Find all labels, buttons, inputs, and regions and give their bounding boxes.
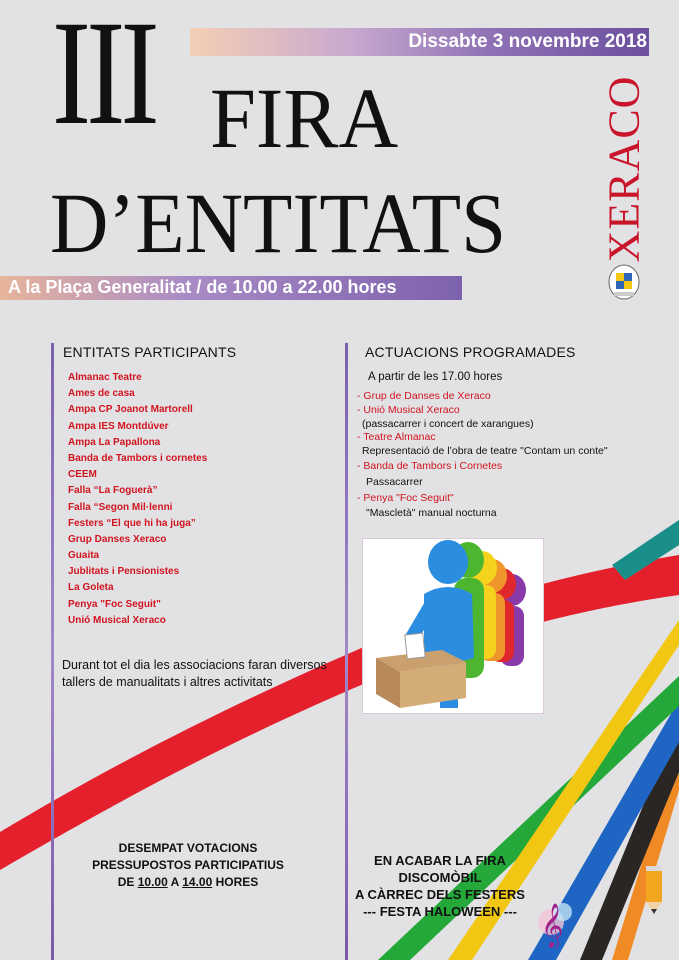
final-line-3: A CÀRREC DELS FESTERS [355,887,525,902]
list-item: Ampa CP Joanot Martorell [68,404,193,416]
act-desc: Passacarrer [366,476,423,488]
music-note-icon [537,892,577,948]
list-item: CEEM [68,469,97,481]
event-date: Dissabte 3 novembre 2018 [408,31,647,52]
votacions-line-1: DESEMPAT VOTACIONS [118,841,258,855]
act-name: - Teatre Almanac [357,431,436,443]
act-name: - Penya "Foc Seguit" [357,492,454,504]
act-name: - Banda de Tambors i Cornetes [357,460,503,472]
actuacions-heading: ACTUACIONS PROGRAMADES [365,344,576,360]
title-line-2: D’ENTITATS [50,175,507,271]
list-item: La Goleta [68,582,114,594]
final-line-2: DISCOMÒBIL [398,870,482,885]
act-desc: (passacarrer i concert de xarangues) [362,418,534,430]
list-item: Almanac Teatre [68,372,142,383]
act-name: - Grup de Danses de Xeraco [357,390,491,402]
svg-text:𝄞: 𝄞 [541,903,564,947]
votacions-block [68,840,308,891]
list-item: Guaita [68,550,100,562]
votacions-line-2: PRESSUPOSTOS PARTICIPATIUS [92,858,284,872]
list-item: Falla “La Foguerà” [68,485,158,497]
list-item: Jublitats i Pensionistes [68,566,180,578]
title-line-1: FIRA [210,70,399,166]
list-item: Unió Musical Xeraco [68,614,166,626]
act-desc: "Mascletà" manual nocturna [366,507,497,519]
final-block [322,852,558,920]
list-item: Banda de Tambors i cornetes [68,452,208,464]
list-item: Ampa La Papallona [68,436,161,448]
final-line-4: --- FESTA HALOWEEN --- [363,904,517,919]
list-item: Ames de casa [68,388,135,400]
entitats-heading: ENTITATS PARTICIPANTS [63,344,237,360]
list-item: Penya "Foc Seguit" [68,598,161,610]
list-item: Falla “Segon Mil·lenni [68,501,173,513]
event-location: A la Plaça Generalitat / de 10.00 a 22.00 hores [8,277,397,297]
pencil-icon [643,860,665,914]
title-number: III [52,0,155,156]
actuacions-start-time: A partir de les 17.00 hores [368,371,503,383]
brand-text: XERACO [599,75,649,263]
list-item: Festers “El que hi ha juga” [68,517,196,529]
town-seal-icon [608,264,640,300]
brand-vertical [599,75,649,263]
left-divider [51,343,54,960]
voting-illustration [362,538,544,714]
entitats-list [68,370,207,629]
final-line-1: EN ACABAR LA FIRA [374,853,506,868]
votacions-time: DE 10.00 A 14.00 HORES [117,875,259,889]
act-name: - Unió Musical Xeraco [357,404,460,416]
workshops-note: Durant tot el dia les associacions faran diversos tallers de manualitats i altres activitats [62,658,327,689]
act-desc: Representació de l’obra de teatre "Contam un conte" [362,445,608,457]
list-item: Ampa IES Montdúver [68,420,169,432]
list-item: Grup Danses Xeraco [68,533,167,545]
